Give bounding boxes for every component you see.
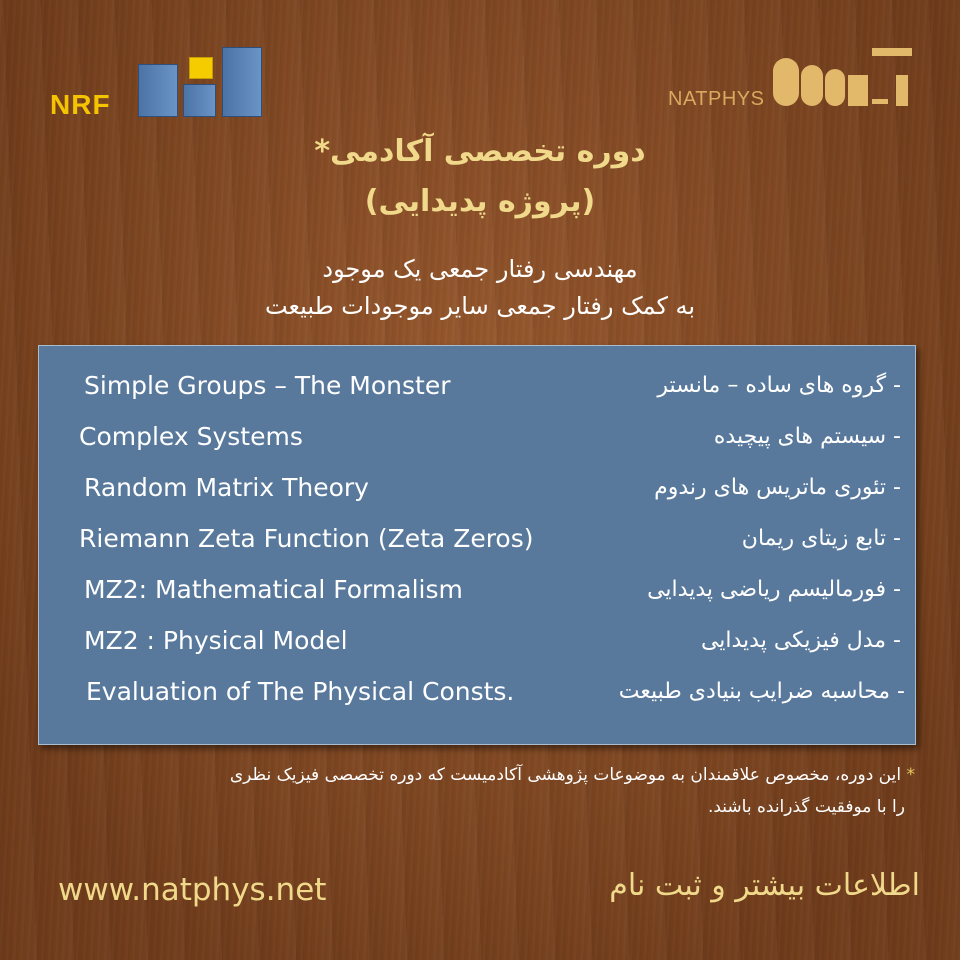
nrf-logo-bar xyxy=(222,47,262,117)
footnote-star: * xyxy=(906,765,915,785)
nrf-logo xyxy=(50,47,265,122)
natphys-logo-shape xyxy=(773,58,799,106)
footnote-line-2: را با موفقیت گذرانده باشند. xyxy=(707,797,905,817)
course-topic-english: MZ2 : Physical Model xyxy=(84,626,348,655)
nrf-logo-bar xyxy=(183,84,216,117)
natphys-logo-shape xyxy=(848,75,868,106)
footnote-line-1 xyxy=(35,765,915,785)
natphys-logo-shape xyxy=(896,75,908,106)
natphys-logo-shape xyxy=(872,48,912,56)
natphys-logo-text: NATPHYS xyxy=(668,88,765,110)
course-topic-row xyxy=(39,473,915,513)
course-topic-row xyxy=(39,422,915,462)
nrf-logo-text: NRF xyxy=(50,89,111,120)
course-topic-row xyxy=(39,524,915,564)
nrf-logo-square xyxy=(189,57,213,79)
course-topic-english: Evaluation of The Physical Consts. xyxy=(86,677,515,706)
course-topic-persian: - گروه های ساده – مانستر xyxy=(657,373,901,398)
course-topic-english: Random Matrix Theory xyxy=(84,473,369,502)
more-info-registration: اطلاعات بیشتر و ثبت نام xyxy=(609,868,920,903)
course-description-line-1: مهندسی رفتار جمعی یک موجود xyxy=(322,255,638,283)
natphys-logo xyxy=(668,45,928,115)
course-subtitle-project: (پروژه پدیدایی) xyxy=(364,184,596,219)
website-link[interactable]: www.natphys.net xyxy=(58,872,327,908)
course-topic-row xyxy=(39,677,915,717)
course-topic-persian: - تئوری ماتریس های رندوم xyxy=(654,475,901,500)
course-topic-english: Simple Groups – The Monster xyxy=(84,371,451,400)
course-topic-persian: - محاسبه ضرایب بنیادی طبیعت xyxy=(618,679,905,704)
natphys-logo-shape xyxy=(872,99,888,104)
course-topic-persian: - سیستم های پیچیده xyxy=(713,424,901,449)
course-topic-persian: - تابع زیتای ریمان xyxy=(741,526,901,551)
course-topic-english: Riemann Zeta Function (Zeta Zeros) xyxy=(79,524,534,553)
natphys-logo-shape xyxy=(801,65,823,106)
footnote-text-1: این دوره، مخصوص علاقمندان به موضوعات پژوهشی آکادمیست که دوره تخصصی فیزیک نظری xyxy=(229,765,902,785)
course-topic-row xyxy=(39,371,915,411)
course-topics-box xyxy=(38,345,916,745)
course-description-line-2: به کمک رفتار جمعی سایر موجودات طبیعت xyxy=(264,292,696,320)
course-topic-persian: - مدل فیزیکی پدیدایی xyxy=(700,628,901,653)
nrf-logo-bar xyxy=(138,64,178,117)
course-topic-persian: - فورمالیسم ریاضی پدیدایی xyxy=(647,577,901,602)
course-topic-english: MZ2: Mathematical Formalism xyxy=(84,575,463,604)
course-topic-row xyxy=(39,575,915,615)
course-title: دوره تخصصی آکادمی* xyxy=(314,134,646,169)
course-topic-english: Complex Systems xyxy=(79,422,303,451)
natphys-logo-shape xyxy=(825,69,845,106)
course-topic-row xyxy=(39,626,915,666)
